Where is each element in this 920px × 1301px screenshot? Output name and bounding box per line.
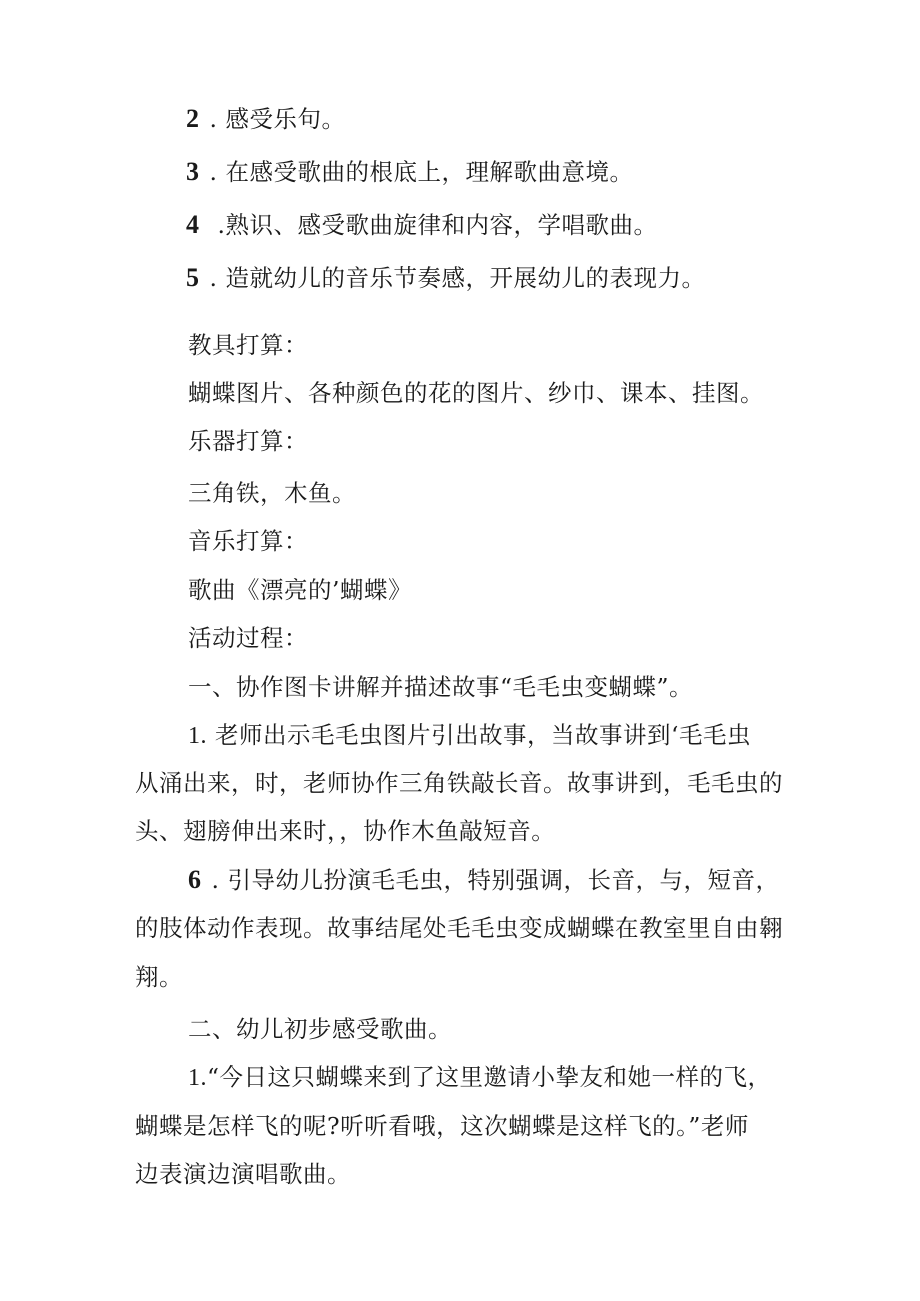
item-1-line-3: 头、翅膀伸出来时，，协作木鱼敲短音。: [135, 817, 556, 845]
process-heading: 活动过程：: [188, 624, 308, 652]
item-2-1-line-3: 边表演边演唱歌曲。: [135, 1160, 351, 1188]
objective-4: [186, 210, 657, 240]
section-2-title: 二、幼儿初步感受歌曲。: [188, 1015, 452, 1043]
objective-text: . 造就幼儿的音乐节奏感，开展幼儿的表现力。: [209, 264, 706, 292]
music-heading: 音乐打算：: [188, 527, 308, 555]
instruments-heading: 乐器打算：: [188, 427, 308, 455]
objective-text: .熟识、感受歌曲旋律和内容，学唱歌曲。: [209, 211, 658, 239]
item-2-1-line-2: 蝴蝶是怎样飞的呢?听听看哦，这次蝴蝶是这样飞的。”老师: [135, 1112, 749, 1140]
item-1-line-2: 从涌出来，时，老师协作三角铁敲长音。故事讲到，毛毛虫的: [135, 769, 783, 797]
item-number: 6: [188, 865, 202, 894]
item-number: 1.: [188, 1065, 207, 1091]
item-6-line-3: 翔。: [135, 963, 183, 991]
item-text: “今日这只蝴蝶来到了这里邀请小挚友和她一样的飞，: [207, 1063, 772, 1091]
objective-number: 4: [186, 210, 200, 239]
section-1-title: 一、协作图卡讲解并描述故事“毛毛虫变蝴蝶”。: [188, 673, 694, 701]
teaching-aids-content: 蝴蝶图片、各种颜色的花的图片、纱巾、课本、挂图。: [188, 379, 764, 407]
objective-text: . 感受乐句。: [209, 105, 346, 133]
objective-number: 5: [186, 263, 200, 292]
teaching-aids-heading: 教具打算：: [188, 331, 308, 359]
objective-text: . 在感受歌曲的根底上，理解歌曲意境。: [209, 158, 634, 186]
item-text: 老师出示毛毛虫图片引出故事，当故事讲到‘毛毛虫: [207, 721, 751, 749]
objective-number: 3: [186, 157, 200, 186]
item-1-line-1: [188, 720, 751, 751]
item-text: . 引导幼儿扮演毛毛虫，特别强调，长音，与，短音，: [211, 866, 780, 894]
item-2-1-line-1: [188, 1062, 772, 1093]
objective-2: [186, 104, 345, 134]
music-content: 歌曲《漂亮的’蝴蝶》: [188, 576, 412, 604]
objective-number: 2: [186, 104, 200, 133]
objective-5: [186, 263, 705, 293]
objective-3: [186, 157, 633, 187]
instruments-content: 三角铁，木鱼。: [188, 479, 356, 507]
item-6-line-2: 的肢体动作表现。故事结尾处毛毛虫变成蝴蝶在教室里自由翱: [135, 914, 783, 942]
item-6-line-1: [188, 865, 779, 895]
item-number: 1.: [188, 723, 207, 749]
